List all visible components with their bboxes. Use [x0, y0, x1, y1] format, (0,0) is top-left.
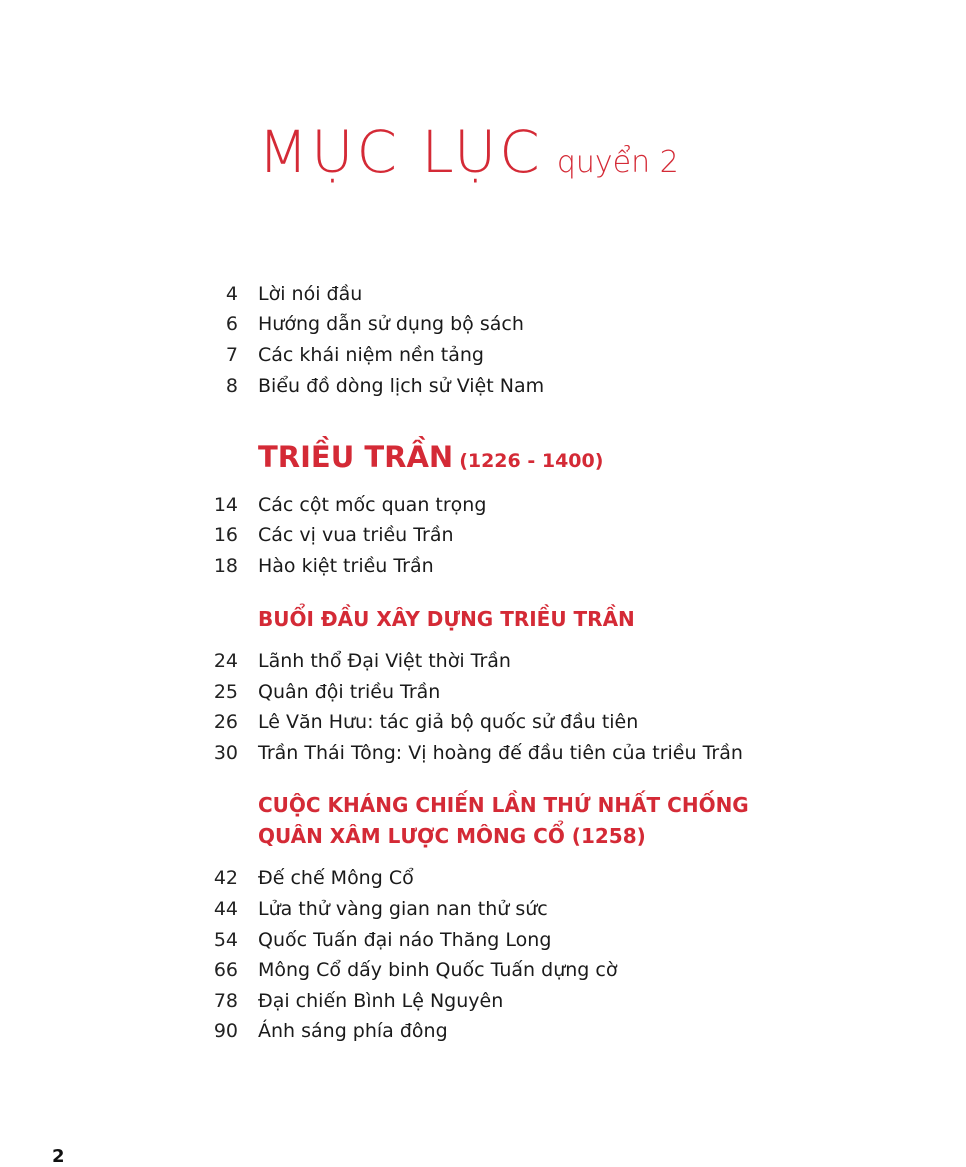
toc-entry[interactable]: [200, 677, 820, 707]
toc-entry-label: Lãnh thổ Đại Việt thời Trần: [258, 650, 511, 672]
toc-entry-label: Ánh sáng phía đông: [258, 1020, 448, 1042]
toc-page-number: 66: [213, 959, 238, 981]
part-heading: BUỔI ĐẦU XÂY DỰNG TRIỀU TRẦN: [258, 607, 635, 631]
toc-page-number: 14: [213, 494, 238, 516]
toc-entry-label: Quân đội triều Trần: [258, 681, 441, 703]
title-main: MỤC LỤC: [258, 118, 543, 186]
toc-entry-label: Lời nói đầu: [258, 283, 363, 305]
toc-page-number: 42: [213, 867, 238, 889]
toc-page-number: 24: [213, 650, 238, 672]
toc-entry[interactable]: [200, 490, 820, 520]
toc-entry-label: Các khái niệm nền tảng: [258, 344, 484, 366]
toc-entry[interactable]: [200, 894, 820, 924]
toc-page-number: 90: [213, 1020, 238, 1042]
section-title: TRIỀU TRẦN: [258, 440, 454, 474]
page-title: [258, 118, 679, 186]
toc-entry[interactable]: [200, 520, 820, 550]
toc-entry-label: Lê Văn Hưu: tác giả bộ quốc sử đầu tiên: [258, 711, 639, 733]
toc-entry[interactable]: [200, 340, 820, 370]
toc-entry[interactable]: [200, 863, 820, 893]
section-heading: [258, 440, 603, 474]
toc-entry-label: Lửa thử vàng gian nan thử sức: [258, 898, 548, 920]
toc-page-number: 54: [213, 929, 238, 951]
toc-page-number: 26: [213, 711, 238, 733]
toc-entry[interactable]: [200, 986, 820, 1016]
toc-entry[interactable]: [200, 279, 820, 309]
toc-page-number: 6: [225, 313, 238, 335]
toc-entry-label: Hào kiệt triều Trần: [258, 555, 434, 577]
toc-entry[interactable]: [200, 925, 820, 955]
toc-page-number: 30: [213, 742, 238, 764]
section-years: (1226 - 1400): [459, 450, 604, 472]
toc-entry-label: Trần Thái Tông: Vị hoàng đế đầu tiên của triều Trần: [258, 742, 743, 764]
toc-entry-label: Đế chế Mông Cổ: [258, 867, 414, 889]
toc-entry[interactable]: [200, 955, 820, 985]
toc-entry[interactable]: [200, 738, 820, 768]
toc-page-number: 25: [213, 681, 238, 703]
toc-page-number: 4: [225, 283, 238, 305]
toc-page-number: 16: [213, 524, 238, 546]
toc-page-number: 8: [225, 375, 238, 397]
toc-page-number: 18: [213, 555, 238, 577]
toc-entry[interactable]: [200, 371, 820, 401]
toc-entry[interactable]: [200, 1016, 820, 1046]
toc-page-number: 78: [213, 990, 238, 1012]
toc-entry[interactable]: [200, 707, 820, 737]
part-heading-line: CUỘC KHÁNG CHIẾN LẦN THỨ NHẤT CHỐNG: [258, 793, 749, 817]
toc-page-number: 44: [213, 898, 238, 920]
toc-entry[interactable]: [200, 646, 820, 676]
toc-page-number: 7: [225, 344, 238, 366]
toc-entry-label: Mông Cổ dấy binh Quốc Tuấn dựng cờ: [258, 959, 618, 981]
toc-entry-label: Quốc Tuấn đại náo Thăng Long: [258, 929, 552, 951]
part-heading-line: QUÂN XÂM LƯỢC MÔNG CỔ (1258): [258, 824, 646, 848]
toc-entry-label: Các vị vua triều Trần: [258, 524, 454, 546]
page-number: 2: [52, 1146, 65, 1167]
toc-entry-label: Hướng dẫn sử dụng bộ sách: [258, 313, 524, 335]
toc-entry-label: Đại chiến Bình Lệ Nguyên: [258, 990, 504, 1012]
toc-entry-label: Biểu đồ dòng lịch sử Việt Nam: [258, 375, 545, 397]
title-volume: quyển 2: [556, 145, 679, 180]
toc-entry[interactable]: [200, 551, 820, 581]
part-heading: [258, 790, 818, 852]
toc-entry[interactable]: [200, 309, 820, 339]
toc-entry-label: Các cột mốc quan trọng: [258, 494, 487, 516]
